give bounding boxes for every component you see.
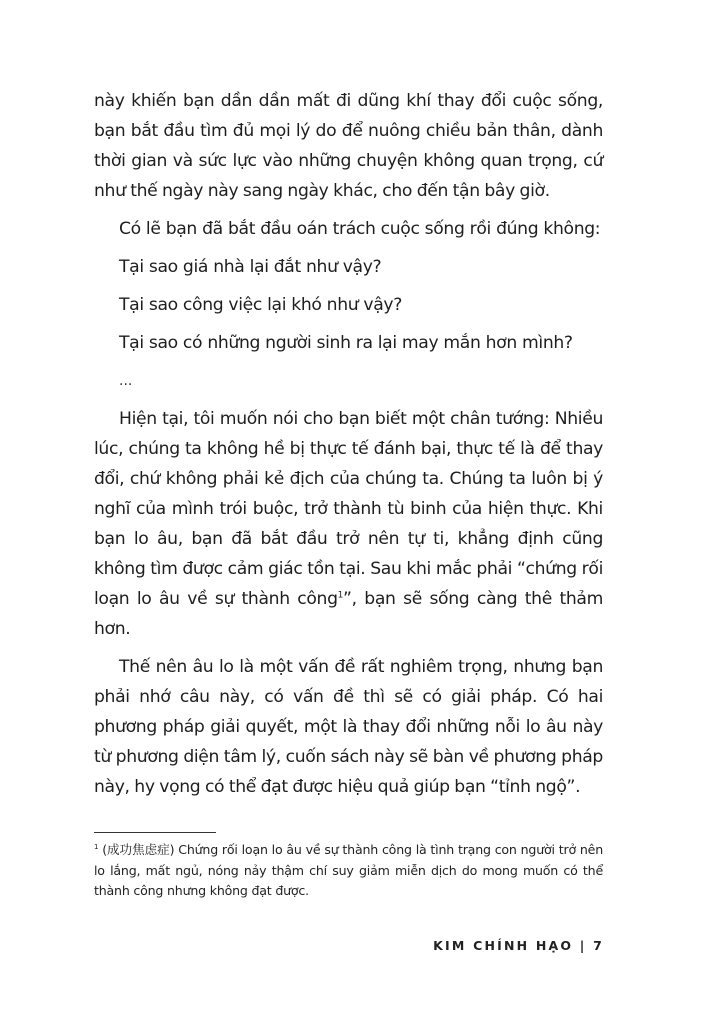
question-2: Tại sao công việc lại khó như vậy? [119, 295, 403, 315]
question-3: Tại sao có những người sinh ra lại may mắn hơn mình? [119, 333, 573, 353]
footnote [94, 840, 603, 902]
paragraph-3-text: Hiện tại, tôi muốn nói cho bạn biết một chân tướng: Nhiều lúc, chúng ta không hề bị thực tế đánh bại, thực tế là để thay đổi, chứ không phải kẻ địch của chúng ta. Chúng ta luôn bị ý nghĩ của mình trói buộc, trở thành tù binh của hiện thực. Khi bạn lo âu, bạn đã bắt đầu trở nên tự ti, khẳng định cũng không tìm được cảm giác tồn tại. Sau khi mắc phải “chứng rối loạn lo âu về sự thành công [94, 409, 603, 609]
footnote-text: (成功焦虑症) Chứng rối loạn lo âu về sự thành công là tình trạng con người trở nên lo lắng, mất ngủ, nóng nảy thậm chí suy giảm miễn dịch do mong muốn có thể thành công nhưng không đạt được. [94, 842, 603, 898]
paragraph-1: này khiến bạn dần dần mất đi dũng khí thay đổi cuộc sống, bạn bắt đầu tìm đủ mọi lý do để nuông chiều bản thân, dành thời gian và sức lực vào những chuyện không quan trọng, cứ như thế ngày này sang ngày khác, cho đến tận bây giờ. [94, 91, 603, 201]
paragraph-3 [94, 404, 603, 644]
running-footer: KIM CHÍNH HẠO | 7 [433, 938, 604, 953]
page-body [94, 86, 603, 810]
footnote-divider [94, 832, 216, 833]
question-1: Tại sao giá nhà lại đắt như vậy? [119, 257, 382, 277]
paragraph-2: Có lẽ bạn đã bắt đầu oán trách cuộc sống rồi đúng không: [119, 219, 601, 239]
paragraph-3-text-end: ”, bạn sẽ sống càng thê thảm hơn. [94, 589, 604, 639]
footnote-reference[interactable]: 1 [337, 590, 344, 601]
footnote-number: 1 [94, 842, 99, 851]
ellipsis: ... [119, 373, 133, 389]
paragraph-4: Thế nên âu lo là một vấn đề rất nghiêm trọng, nhưng bạn phải nhớ câu này, có vấn đề thì sẽ có giải pháp. Có hai phương pháp giải quyết, một là thay đổi những nỗi lo âu này từ phương diện tâm lý, cuốn sách này sẽ bàn về phương pháp này, hy vọng có thể đạt được hiệu quả giúp bạn “tỉnh ngộ”. [94, 657, 603, 797]
